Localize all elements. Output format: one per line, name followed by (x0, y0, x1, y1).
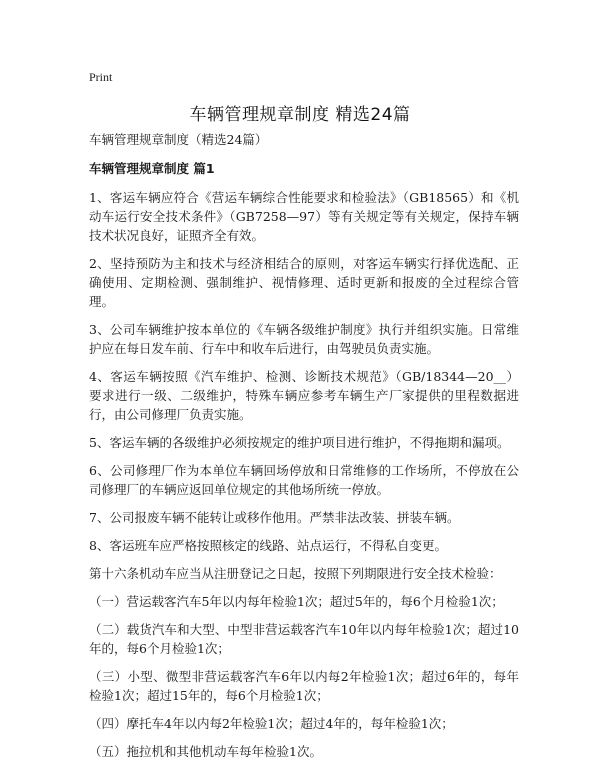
list-item-5: （五）拖拉机和其他机动车每年检验1次。 (89, 744, 322, 759)
paragraph-1: 1、客运车辆应符合《营运车辆综合性能要求和检验法》（GB18565）和《机动车运行安全技术条件》（GB7258—97）等有关规定等有关规定，保持车辆技术状况良好，证照齐全有效。 (89, 190, 519, 243)
document-body (89, 130, 519, 770)
paragraph-7: 7、公司报废车辆不能转让或移作他用。严禁非法改装、拼装车辆。 (89, 510, 460, 525)
paragraph-6: 6、公司修理厂作为本单位车辆回场停放和日常维修的工作场所，不停放在公司修理厂的车辆应返回单位规定的其他场所统一停放。 (89, 463, 519, 497)
paragraph-article-16: 第十六条机动车应当从注册登记之日起，按照下列期限进行安全技术检验： (89, 566, 502, 581)
print-label: Print (89, 70, 113, 84)
paragraph-5: 5、客运车辆的各级维护必须按规定的维护项目进行维护，不得拖期和漏项。 (89, 435, 510, 450)
paragraph-8: 8、客运班车应严格按照核定的线路、站点运行，不得私自变更。 (89, 538, 447, 553)
paragraph-4: 4、客运车辆按照《汽车维护、检测、诊断技术规范》（GB/18344—20__）要求进行一级、二级维护，特殊车辆应参考车辆生产厂家提供的里程数据进行，由公司修理厂负责实施。 (89, 369, 519, 422)
list-item-3: （三）小型、微型非营运载客汽车6年以内每2年检验1次；超过6年的，每年检验1次；超过15年的，每6个月检验1次； (89, 669, 519, 703)
document-subtitle: 车辆管理规章制度（精选24篇） (89, 132, 268, 147)
list-item-1: （一）营运载客汽车5年以内每年检验1次；超过5年的，每6个月检验1次； (89, 594, 504, 609)
paragraph-2: 2、坚持预防为主和技术与经济相结合的原则，对客运车辆实行择优选配、正确使用、定期检测、强制维护、视情修理、适时更新和报废的全过程综合管理。 (89, 256, 519, 309)
document-title: 车辆管理规章制度 精选24篇 (189, 105, 411, 125)
paragraph-3: 3、公司车辆维护按本单位的《车辆各级维护制度》执行并组织实施。日常维护应在每日发车前、行车中和收车后进行，由驾驶员负责实施。 (89, 322, 519, 356)
section-heading: 车辆管理规章制度 篇1 (89, 161, 215, 176)
list-item-2: （二）载货汽车和大型、中型非营运载客汽车10年以内每年检验1次；超过10年的，每6个月检验1次； (89, 622, 519, 656)
list-item-4: （四）摩托车4年以内每2年检验1次；超过4年的，每年检验1次； (89, 716, 454, 731)
